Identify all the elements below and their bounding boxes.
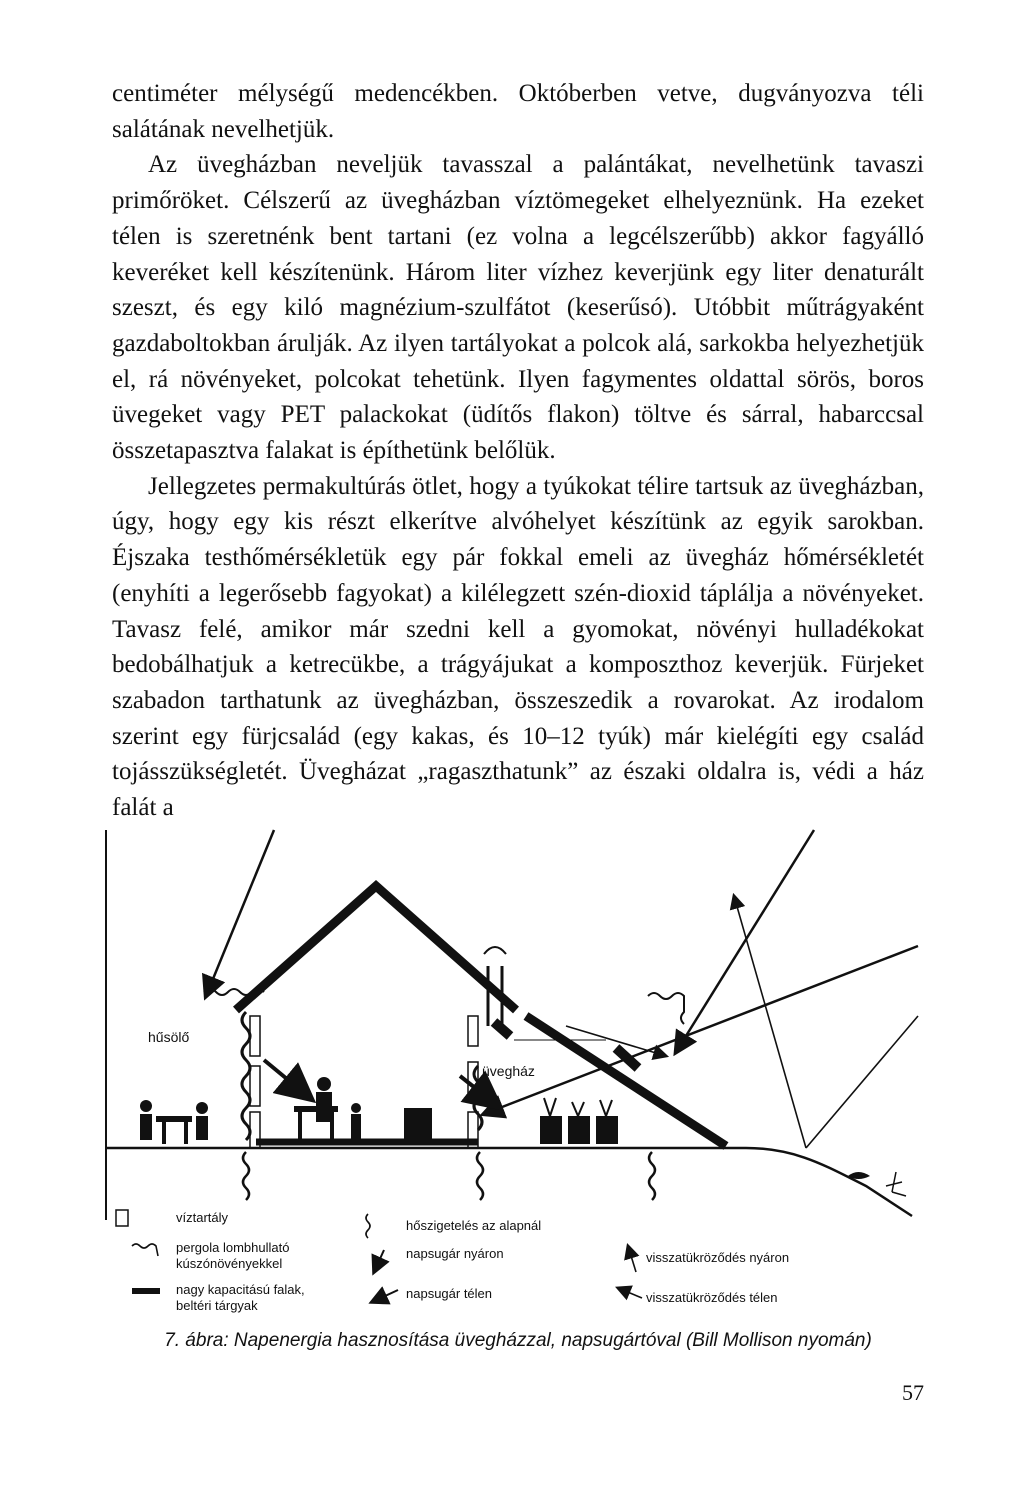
foundation-insulation-icons — [243, 1152, 655, 1200]
legend-insulation-icon — [366, 1214, 370, 1238]
paragraph-3: Jellegzetes permakultúrás ötlet, hogy a tyúkokat télire tartsuk az üvegházban, úgy, hogy egy kis részt elkerítve alvóhelyet készítünk az egyik sarokban. Éjszaka testhőmérsékletük egy pár fokkal emeli az üvegház hőmérsékletét (enyhíti a legerősebb fagyokat) a kilélegzett szén-dioxid táplálja a növényeket. Tavasz felé, amikor már szedni kell a gyomokat, növényi hulladékokat bedobálhatjuk a ketrecükbe, a trágyájukat a komposzthoz keverjük. Fürjeket szabadon tarthatunk az üvegházban, összeszedik a rovarokat. Az irodalom szerint egy fürjcsalád (egy kakas, és 10–12 tyúk) már kielégíti egy család tojásszükségletét. Üvegházat „ragaszthatunk” az északi oldalra is, védi a ház falát a — [112, 472, 924, 822]
greenhouse-plants-icons — [540, 1098, 618, 1144]
legend-walls-1: nagy kapacitású falak, — [176, 1282, 305, 1297]
legend-refl-summer: visszatükröződés nyáron — [646, 1250, 790, 1265]
reflection-winter-a — [806, 1016, 918, 1148]
legend-viztartaly: víztartály — [176, 1210, 229, 1225]
paragraph-1: centiméter mélységű medencékben. Októberben vetve, dugványozva téli salátának nevelhetjük. — [112, 80, 924, 143]
legend-refl-winter-icon — [618, 1288, 642, 1298]
figure-caption: 7. ábra: Napenergia hasznosítása üvegházzal, napsugártóval (Bill Mollison nyomán) — [164, 1330, 872, 1351]
body-text — [112, 76, 924, 826]
label-uveghaz: üvegház — [482, 1063, 535, 1079]
label-husolo: hűsölő — [148, 1029, 190, 1045]
people-furniture-icons — [140, 1077, 432, 1144]
legend-refl-summer-icon — [628, 1246, 636, 1272]
house-left-wall — [242, 1012, 250, 1140]
water-tank-icons — [250, 1016, 478, 1148]
page-number: 57 — [902, 1380, 924, 1405]
figure-drawing — [106, 826, 922, 1313]
legend-pergola-2: kúszónövényekkel — [176, 1256, 283, 1271]
paragraph-2: Az üvegházban neveljük tavasszal a palántákat, nevelhetünk tavaszi primőröket. Célszerű az üvegházban víztömegeket elhelyeznünk. Ha ezeket télen is szeretnénk bent tartani (ez volna a legcélszerűbb) akkor fagyálló keveréket kell készítenünk. Három liter vízhez keverjünk egy liter denaturált szeszt, és egy kiló magnézium-szulfátot (keserűsó). Utóbbit műtrágyaként gazdaboltokban árulják. Az ilyen tartályokat a polcok alá, sarkokba helyezhetjük el, rá növényeket, polcokat tehetünk. Ilyen fagymentes oldattal sörös, boros üvegeket vagy PET palackokat (üdítős flakon) töltve és sárral, habarccsal összetapasztva falakat is építhetünk belőlük. — [112, 151, 924, 465]
sun-ray-winter-1 — [206, 830, 274, 996]
vent-cap-icon — [484, 947, 506, 954]
ground-line — [106, 1148, 912, 1216]
legend-insulation: hőszigetelés az alapnál — [406, 1218, 542, 1233]
legend-sun-summer-icon — [374, 1250, 384, 1272]
solar-greenhouse-figure — [106, 826, 922, 1313]
legend — [116, 1210, 789, 1313]
legend-water-tank-icon — [116, 1210, 128, 1226]
reflection-summer — [734, 896, 806, 1148]
legend-pergola-icon — [132, 1244, 158, 1256]
sun-ray-summer — [676, 830, 814, 1052]
legend-sun-winter-icon — [372, 1290, 398, 1302]
legend-walls-2: beltéri tárgyak — [176, 1298, 258, 1313]
house-roof — [236, 886, 516, 1010]
reed-icon — [886, 1172, 906, 1196]
legend-refl-winter: visszatükröződés télen — [646, 1290, 778, 1305]
legend-sun-winter: napsugár télen — [406, 1286, 493, 1301]
legend-pergola-1: pergola lombhullató — [176, 1240, 290, 1255]
pergola-right-icon — [648, 993, 684, 1024]
legend-walls-icon — [132, 1288, 160, 1294]
legend-sun-summer: napsugár nyáron — [406, 1246, 504, 1261]
